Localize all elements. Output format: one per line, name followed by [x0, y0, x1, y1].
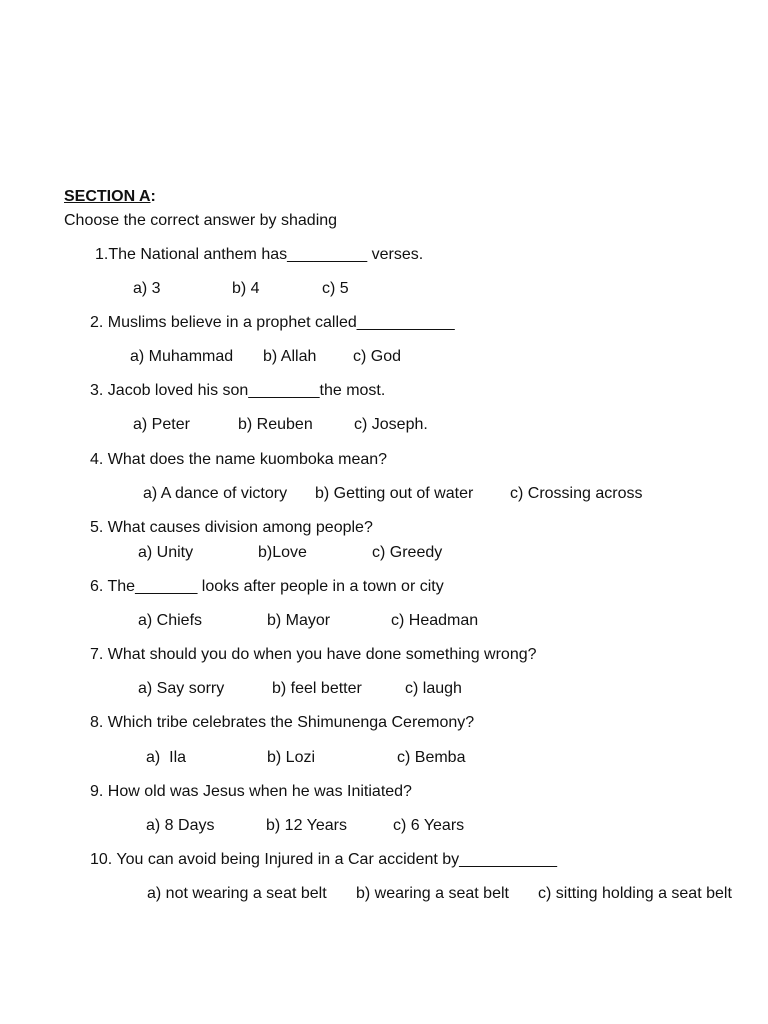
q5-option-a[interactable]: a) Unity — [138, 544, 194, 561]
q2-option-a[interactable]: a) Muhammad — [130, 348, 234, 365]
q5-option-c[interactable]: c) Greedy — [372, 544, 443, 561]
section-heading — [64, 187, 156, 207]
q1-option-b[interactable]: b) 4 — [232, 280, 260, 297]
section-title: SECTION A — [64, 188, 151, 205]
q2-option-c[interactable]: c) God — [353, 348, 402, 365]
q7-option-c[interactable]: c) laugh — [405, 680, 462, 697]
section-colon: : — [150, 188, 156, 205]
question-2: 2. Muslims believe in a prophet called___________ — [90, 314, 455, 331]
q5-option-b[interactable]: b)Love — [258, 544, 307, 561]
question-4: 4. What does the name kuomboka mean? — [90, 451, 388, 468]
q7-option-b[interactable]: b) feel better — [272, 680, 362, 697]
q6-option-a[interactable]: a) Chiefs — [138, 612, 203, 629]
section-instruction: Choose the correct answer by shading — [64, 212, 338, 229]
q10-option-a[interactable]: a) not wearing a seat belt — [147, 885, 327, 902]
q8-option-a[interactable]: a) Ila — [146, 749, 187, 766]
q4-option-c[interactable]: c) Crossing across — [510, 485, 643, 502]
q4-option-a[interactable]: a) A dance of victory — [143, 485, 288, 502]
q1-option-c[interactable]: c) 5 — [322, 280, 349, 297]
q2-option-b[interactable]: b) Allah — [263, 348, 317, 365]
q1-option-a[interactable]: a) 3 — [133, 280, 161, 297]
question-8: 8. Which tribe celebrates the Shimunenga Ceremony? — [90, 714, 475, 731]
q10-option-b[interactable]: b) wearing a seat belt — [356, 885, 509, 902]
q7-option-a[interactable]: a) Say sorry — [138, 680, 225, 697]
q6-option-b[interactable]: b) Mayor — [267, 612, 331, 629]
q8-option-c[interactable]: c) Bemba — [397, 749, 466, 766]
q9-option-b[interactable]: b) 12 Years — [266, 817, 347, 834]
question-5: 5. What causes division among people? — [90, 519, 373, 536]
q9-option-c[interactable]: c) 6 Years — [393, 817, 465, 834]
question-10: 10. You can avoid being Injured in a Car accident by___________ — [90, 851, 558, 868]
q8-option-b[interactable]: b) Lozi — [267, 749, 316, 766]
q4-option-b[interactable]: b) Getting out of water — [315, 485, 474, 502]
q6-option-c[interactable]: c) Headman — [391, 612, 479, 629]
q10-option-c[interactable]: c) sitting holding a seat belt — [538, 885, 732, 902]
question-3: 3. Jacob loved his son________the most. — [90, 382, 386, 399]
question-9: 9. How old was Jesus when he was Initiated? — [90, 783, 412, 800]
question-7: 7. What should you do when you have done something wrong? — [90, 646, 537, 663]
q3-option-a[interactable]: a) Peter — [133, 416, 190, 433]
q9-option-a[interactable]: a) 8 Days — [146, 817, 215, 834]
question-1: 1.The National anthem has_________ verses. — [95, 246, 424, 263]
q3-option-b[interactable]: b) Reuben — [238, 416, 313, 433]
question-6: 6. The_______ looks after people in a town or city — [90, 578, 444, 595]
q3-option-c[interactable]: c) Joseph. — [354, 416, 428, 433]
